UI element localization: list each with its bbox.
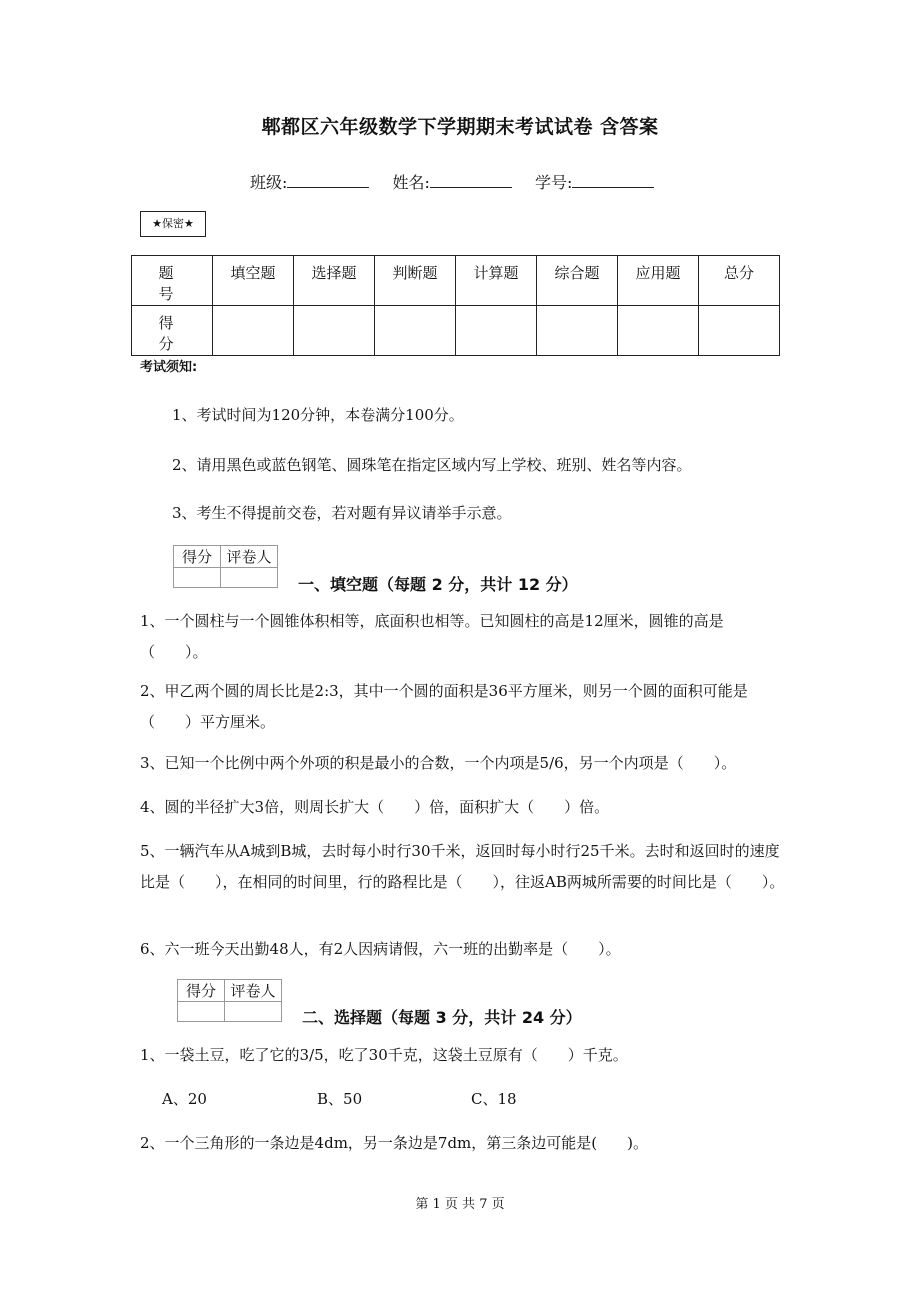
header-cell: 应用题 [618, 256, 699, 306]
grader-box [173, 545, 278, 588]
page-footer: 第 1 页 共 7 页 [415, 1197, 505, 1212]
score-table-score-row [132, 306, 780, 356]
student-info-line [250, 170, 672, 193]
class-label: 班级: [250, 173, 288, 192]
question-item: 2、甲乙两个圆的周长比是2:3，其中一个圆的面积是36平方厘米，则另一个圆的面积可能是（ ）平方厘米。 [140, 682, 748, 731]
score-cell[interactable] [537, 306, 618, 356]
score-row-label: 得 分 [132, 306, 213, 356]
name-label: 姓名: [392, 173, 430, 192]
score-cell[interactable] [618, 306, 699, 356]
grader-name-label: 评卷人 [225, 980, 282, 1002]
grader-score-label: 得分 [174, 546, 221, 568]
section-2-title: 二、选择题（每题 3 分，共计 24 分） [302, 1008, 582, 1027]
class-blank[interactable] [287, 173, 369, 188]
score-table [131, 255, 780, 356]
question-item: 1、一袋土豆，吃了它的3/5，吃了30千克，这袋土豆原有（ ）千克。 [140, 1046, 628, 1064]
option-b: B、50 [317, 1090, 363, 1108]
confidential-badge: ★保密★ [140, 211, 206, 237]
grader-score-label: 得分 [178, 980, 225, 1002]
header-cell: 总分 [699, 256, 780, 306]
header-cell: 计算题 [456, 256, 537, 306]
grader-score-cell[interactable] [178, 1002, 225, 1022]
score-cell[interactable] [213, 306, 294, 356]
student-id-blank[interactable] [572, 173, 654, 188]
grader-score-cell[interactable] [174, 568, 221, 588]
notice-item: 2、请用黑色或蓝色钢笔、圆珠笔在指定区域内写上学校、班别、姓名等内容。 [172, 456, 692, 474]
header-cell: 填空题 [213, 256, 294, 306]
grader-box [177, 979, 282, 1022]
question-item: 4、圆的半径扩大3倍，则周长扩大（ ）倍，面积扩大（ ）倍。 [140, 798, 610, 816]
question-item: 6、六一班今天出勤48人，有2人因病请假，六一班的出勤率是（ ）。 [140, 940, 621, 958]
page-title: 郫都区六年级数学下学期期末考试试卷 含答案 [261, 116, 659, 138]
option-a: A、20 [162, 1090, 207, 1108]
header-cell: 题 号 [132, 256, 213, 306]
notice-item: 3、考生不得提前交卷，若对题有异议请举手示意。 [172, 504, 512, 522]
student-id-label: 学号: [535, 173, 573, 192]
grader-name-cell[interactable] [221, 568, 278, 588]
grader-name-cell[interactable] [225, 1002, 282, 1022]
header-cell: 综合题 [537, 256, 618, 306]
grader-name-label: 评卷人 [221, 546, 278, 568]
question-item: 5、一辆汽车从A城到B城，去时每小时行30千米，返回时每小时行25千米。去时和返回时的速度比是（ ），在相同的时间里，行的路程比是（ ），往返AB两城所需要的时间比是（ ）。 [140, 842, 785, 891]
score-table-header-row [132, 256, 780, 306]
score-cell[interactable] [699, 306, 780, 356]
name-blank[interactable] [430, 173, 512, 188]
question-item: 2、一个三角形的一条边是4dm，另一条边是7dm，第三条边可能是( )。 [140, 1134, 648, 1152]
score-cell[interactable] [294, 306, 375, 356]
notice-heading: 考试须知: [140, 360, 198, 375]
question-item: 1、一个圆柱与一个圆锥体积相等，底面积也相等。已知圆柱的高是12厘米，圆锥的高是（ ）。 [140, 612, 724, 661]
option-c: C、18 [471, 1090, 517, 1108]
section-1-title: 一、填空题（每题 2 分，共计 12 分） [298, 575, 578, 594]
score-cell[interactable] [456, 306, 537, 356]
notice-item: 1、考试时间为120分钟，本卷满分100分。 [172, 406, 464, 424]
header-cell: 判断题 [375, 256, 456, 306]
header-cell: 选择题 [294, 256, 375, 306]
question-item: 3、已知一个比例中两个外项的积是最小的合数，一个内项是5/6，另一个内项是（ ）。 [140, 754, 737, 772]
score-cell[interactable] [375, 306, 456, 356]
